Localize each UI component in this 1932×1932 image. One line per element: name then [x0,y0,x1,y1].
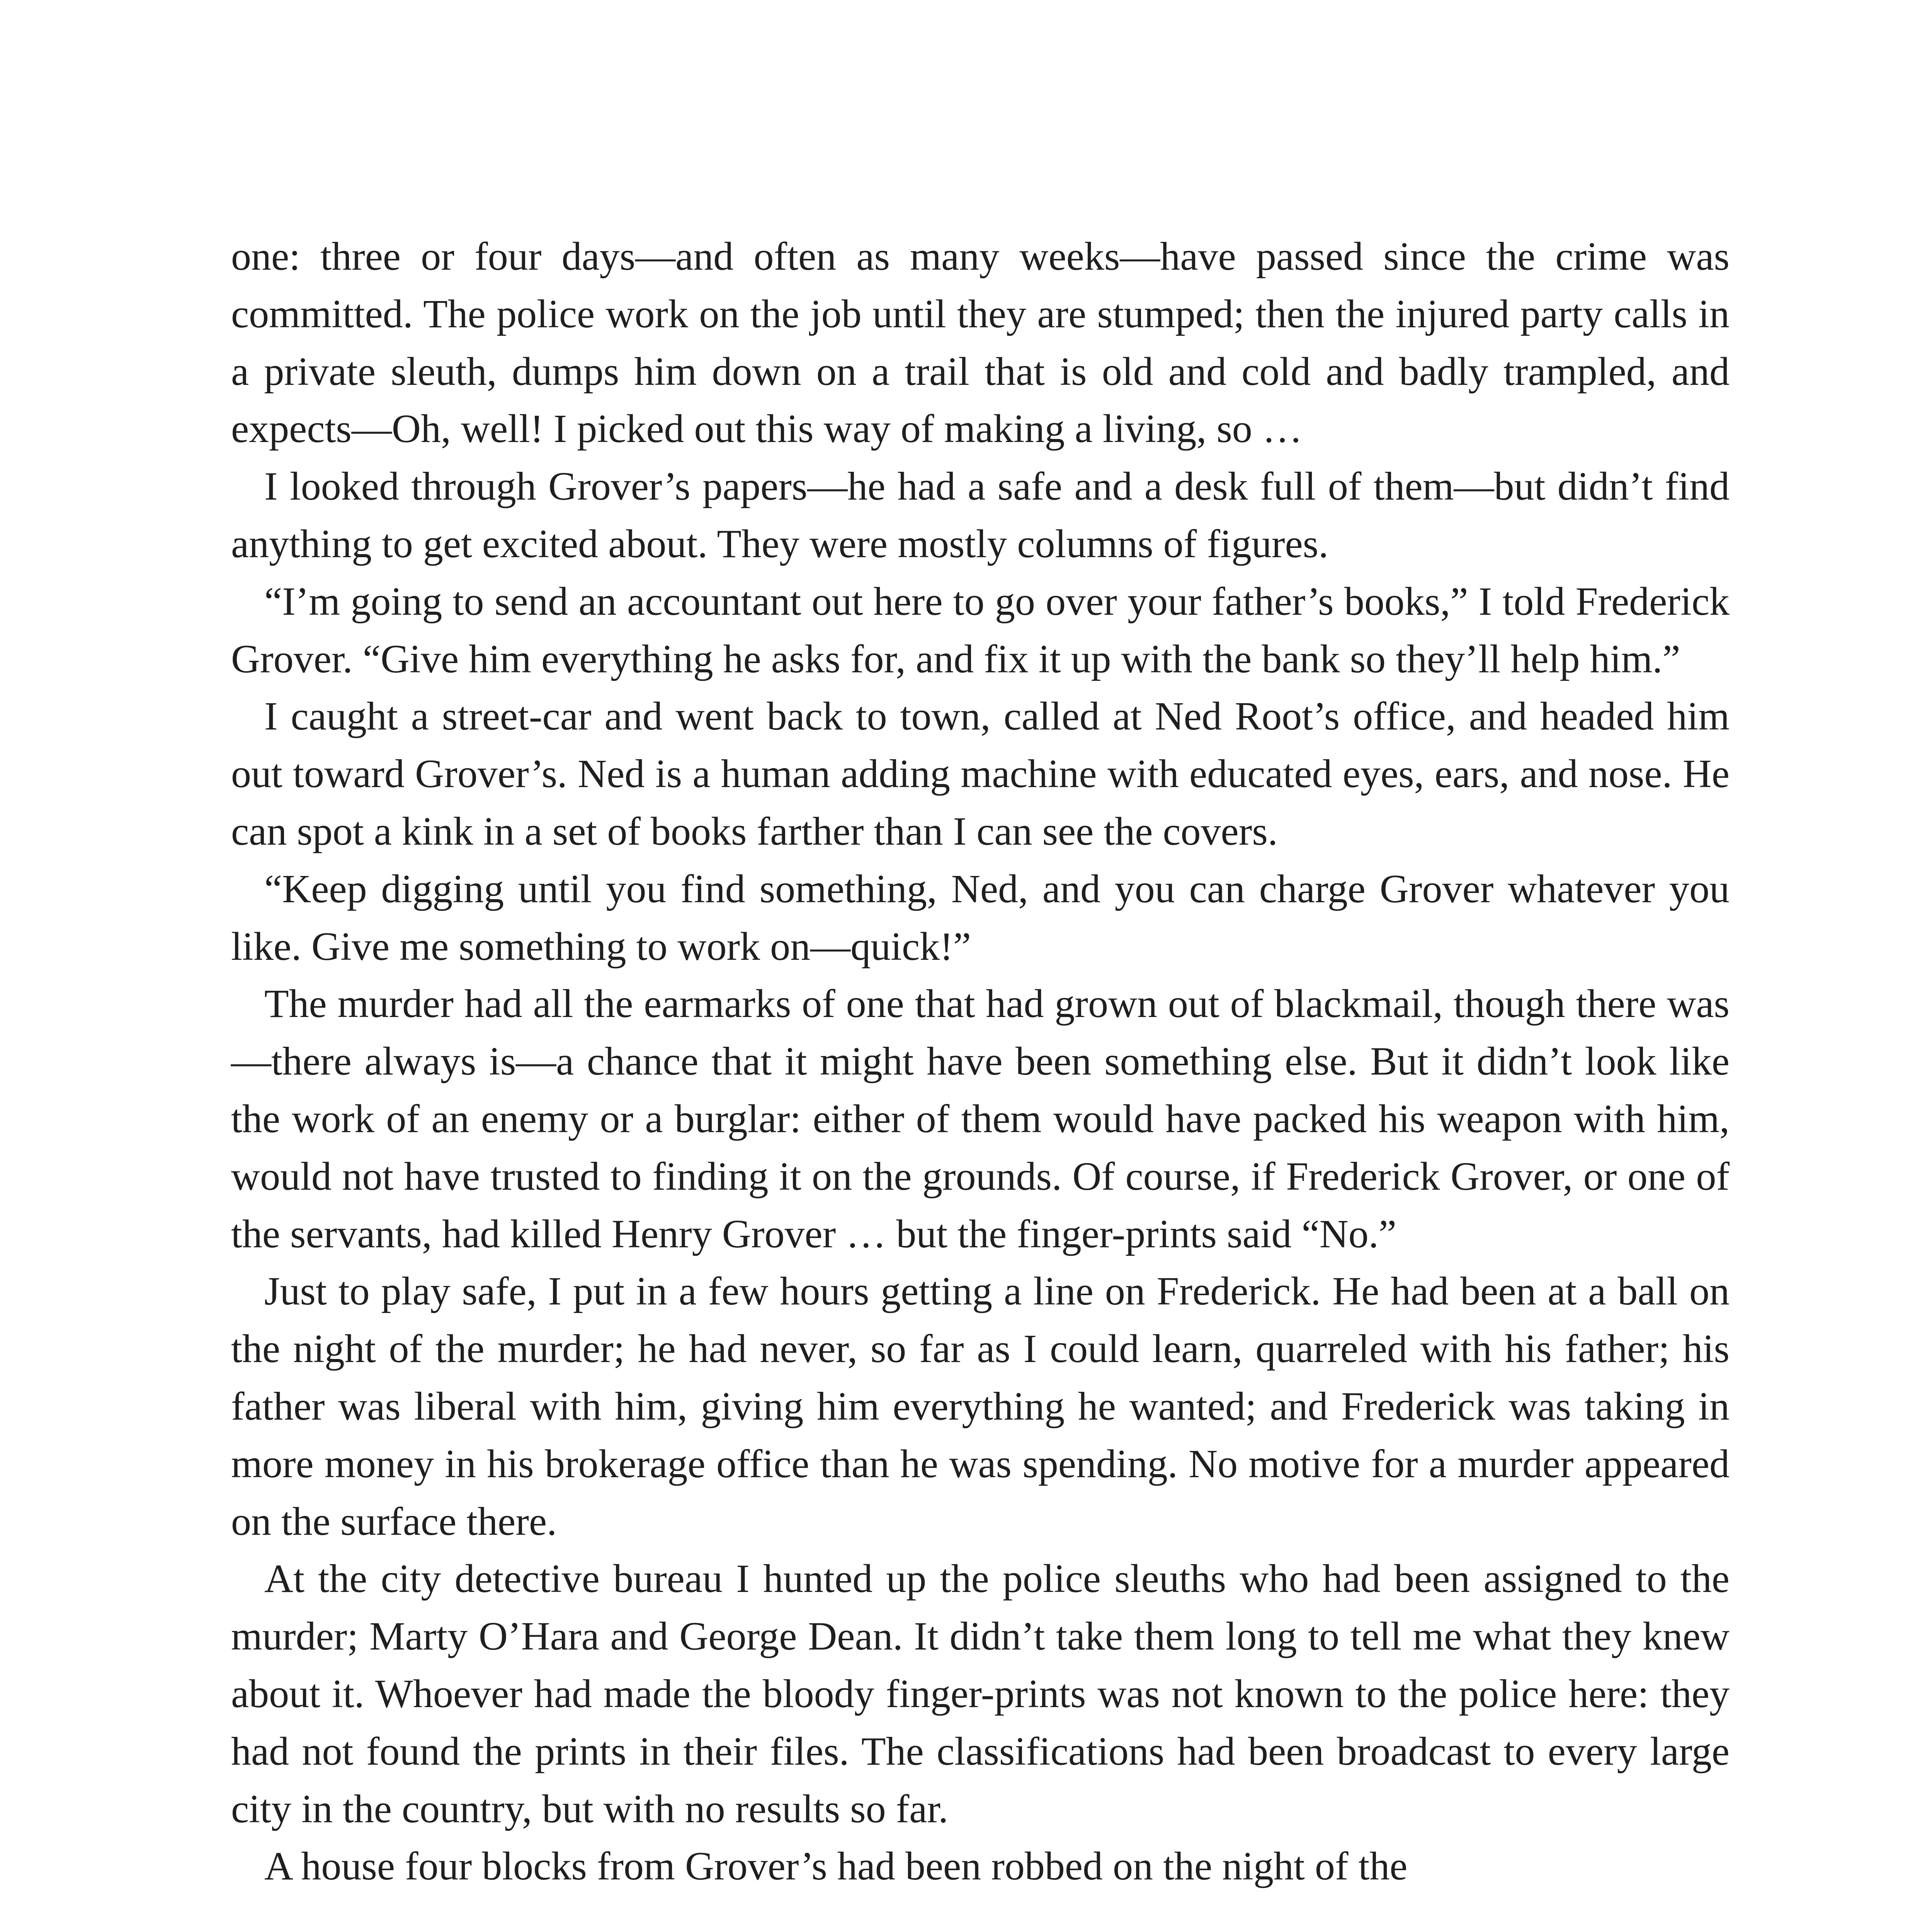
paragraph: At the city detective bureau I hunted up the police sleuths who had been assigned to the murder; Marty O’Hara and George Dean. It didn’t take them long to tell me what they knew about it. Whoever had made the bloody finger-prints was not known to the police here: they had not found the prints in their files. The classifications had been broadcast to every large city in the country, but with no results so far. [231,1556,1730,1831]
paragraph: I caught a street-car and went back to town, called at Ned Root’s office, and headed him out toward Grover’s. Ned is a human adding machine with educated eyes, ears, and nose. He can spot a kink in a set of books farther than I can see the covers. [231,694,1730,854]
paragraph: I looked through Grover’s papers—he had a safe and a desk full of them—but didn’t find anything to get excited about. They were mostly columns of figures. [231,464,1730,566]
paragraph: A house four blocks from Grover’s had been robbed on the night of the [264,1844,1408,1889]
paragraph: “I’m going to send an accountant out here to go over your father’s books,” I told Frederick Grover. “Give him everything he asks for, and fix it up with the bank so they’ll help him.” [231,579,1730,681]
paragraph: “Keep digging until you find something, Ned, and you can charge Grover whatever you like. Give me something to work on—quick!” [231,866,1730,969]
paragraph: Just to play safe, I put in a few hours getting a line on Frederick. He had been at a ball on the night of the murder; he had never, so far as I could learn, quarreled with his father; his father was liberal with him, giving him everything he wanted; and Frederick was taking in more money in his brokerage office than he was spending. No motive for a murder appeared on the surface there. [231,1269,1730,1544]
paragraph-continued: one: three or four days—and often as many weeks—have passed since the crime was committed. The police work on the job until they are stumped; then the injured party calls in a private sleuth, dumps him down on a trail that is old and cold and badly trampled, and expects—Oh, well! I picked out this way of making a living, so … [231,234,1730,451]
body-text [231,228,1730,1895]
paragraph: The murder had all the earmarks of one that had grown out of blackmail, though there was—there always is—a chance that it might have been something else. But it didn’t look like the work of an enemy or a burglar: either of them would have packed his weapon with him, would not have trusted to finding it on the grounds. Of course, if Frederick Grover, or one of the servants, had killed Henry Grover … but the finger-prints said “No.” [231,981,1730,1256]
